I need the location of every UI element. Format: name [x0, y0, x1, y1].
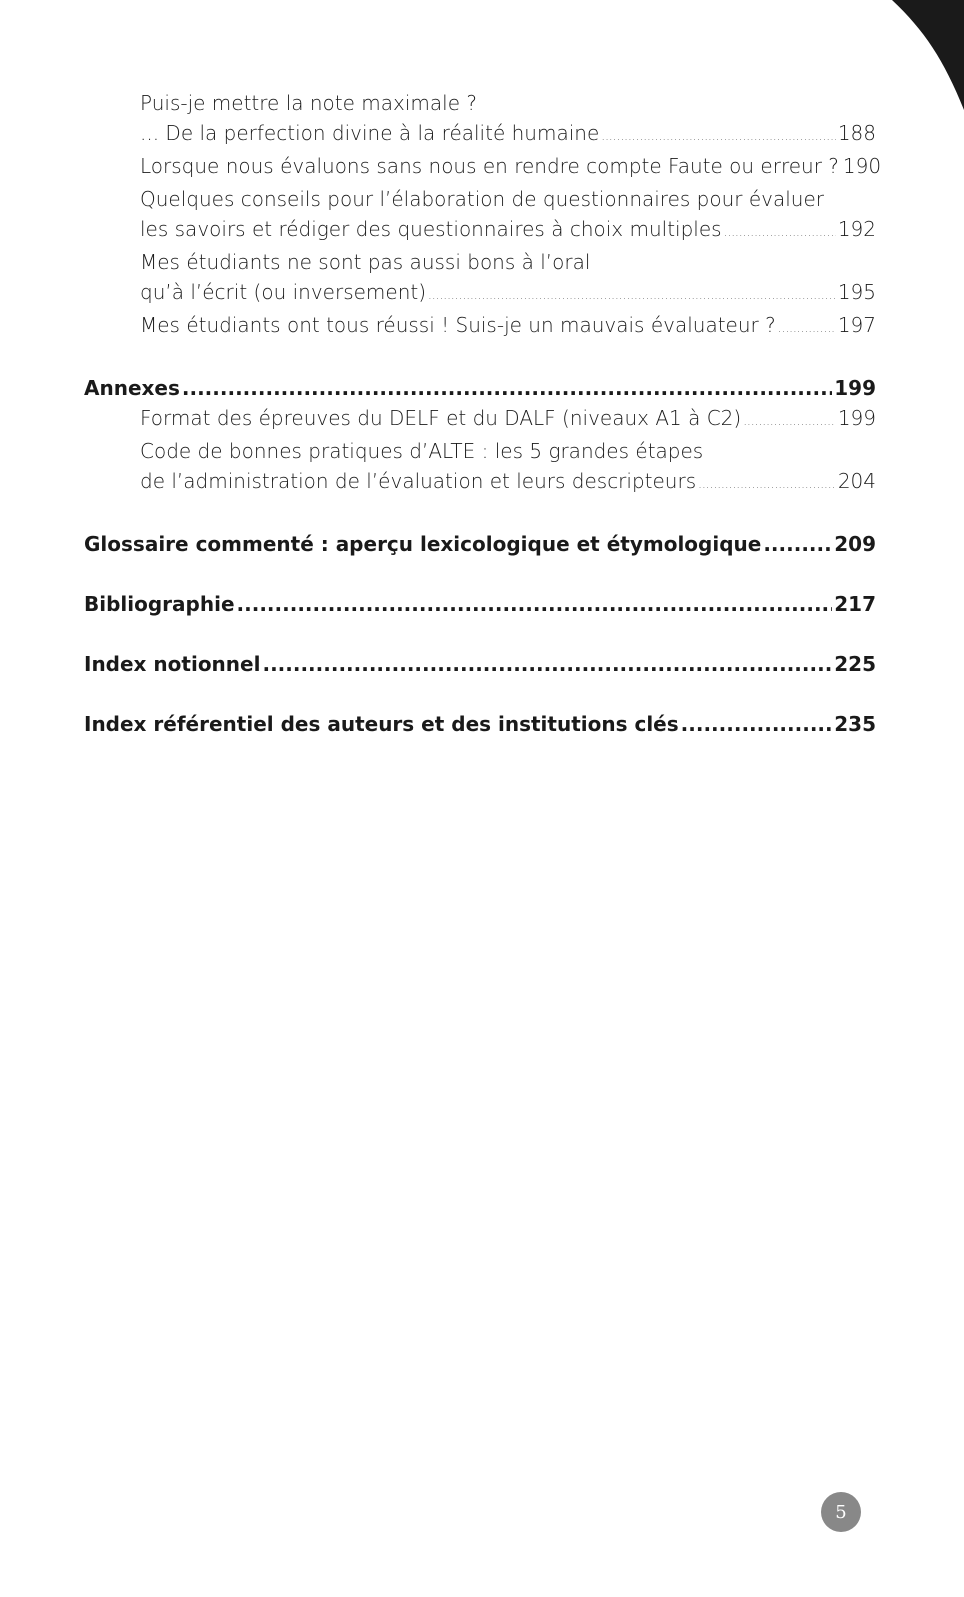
toc-leader — [262, 649, 832, 679]
toc-section[interactable] — [84, 529, 876, 559]
toc-entry-title: Format des épreuves du DELF et du DALF (niveaux A1 à C2) — [140, 406, 742, 430]
toc-section-page: 225 — [834, 652, 876, 676]
toc-entry[interactable] — [140, 403, 876, 436]
toc-leader — [763, 529, 832, 559]
toc-entry-page: 195 — [837, 280, 876, 304]
toc-section-title: Bibliographie — [84, 592, 235, 616]
toc-entry-page: 197 — [837, 313, 876, 337]
toc-leader — [237, 589, 833, 619]
toc-section-page: 217 — [834, 592, 876, 616]
toc-section-title: Annexes — [84, 376, 180, 400]
toc-entry-title: Puis-je mettre la note maximale ? — [140, 91, 478, 115]
toc-section-page: 209 — [834, 532, 876, 556]
toc-entry-title: Mes étudiants ne sont pas aussi bons à l’oral — [140, 250, 591, 274]
toc-entry[interactable] — [140, 88, 876, 118]
toc-entry[interactable] — [140, 277, 876, 310]
toc-section[interactable] — [84, 709, 876, 739]
toc-leader — [182, 373, 832, 403]
toc-entry-title: les savoirs et rédiger des questionnaires à choix multiples — [140, 217, 722, 241]
toc-section[interactable] — [84, 373, 876, 403]
toc-entry-page: 188 — [837, 121, 876, 145]
toc-leader — [778, 310, 836, 343]
toc-leader — [428, 277, 836, 310]
toc-section[interactable] — [84, 649, 876, 679]
toc-section-page: 235 — [834, 712, 876, 736]
toc-entry-page: 204 — [837, 469, 876, 493]
toc-section-title: Glossaire commenté : aperçu lexicologique et étymologique — [84, 532, 762, 556]
toc-entry-title: de l’administration de l’évaluation et leurs descripteurs — [140, 469, 697, 493]
toc-section-page: 199 — [834, 376, 876, 400]
toc-entry-page: 192 — [837, 217, 876, 241]
toc-section[interactable] — [84, 589, 876, 619]
toc-entry-title: ... De la perfection divine à la réalité humaine — [140, 121, 600, 145]
toc-leader — [681, 709, 833, 739]
toc-entry[interactable] — [140, 184, 876, 214]
toc-entry-page: 190 — [842, 154, 882, 178]
toc-leader — [743, 403, 836, 436]
toc-entry[interactable] — [140, 310, 876, 343]
table-of-contents — [84, 88, 882, 739]
toc-entry[interactable] — [140, 466, 876, 499]
toc-entry[interactable] — [140, 436, 876, 466]
page-number-badge: 5 — [821, 1492, 861, 1532]
toc-entry[interactable] — [140, 214, 876, 247]
toc-entry-title: Quelques conseils pour l’élaboration de questionnaires pour évaluer — [140, 187, 825, 211]
toc-leader — [724, 214, 836, 247]
toc-section-title: Index référentiel des auteurs et des institutions clés — [84, 712, 679, 736]
toc-leader — [601, 118, 836, 151]
toc-entry-page: 199 — [837, 406, 876, 430]
toc-section-title: Index notionnel — [84, 652, 261, 676]
toc-entry-title: qu’à l’écrit (ou inversement) — [140, 280, 427, 304]
toc-entry[interactable] — [140, 247, 876, 277]
toc-entry[interactable] — [140, 118, 876, 151]
toc-entry-title: Lorsque nous évaluons sans nous en rendre compte Faute ou erreur ? — [140, 154, 839, 178]
toc-entry-title: Mes étudiants ont tous réussi ! Suis-je un mauvais évaluateur ? — [140, 313, 776, 337]
toc-entry[interactable] — [140, 151, 882, 184]
toc-leader — [698, 466, 836, 499]
toc-entry-title: Code de bonnes pratiques d’ALTE : les 5 grandes étapes — [140, 439, 704, 463]
